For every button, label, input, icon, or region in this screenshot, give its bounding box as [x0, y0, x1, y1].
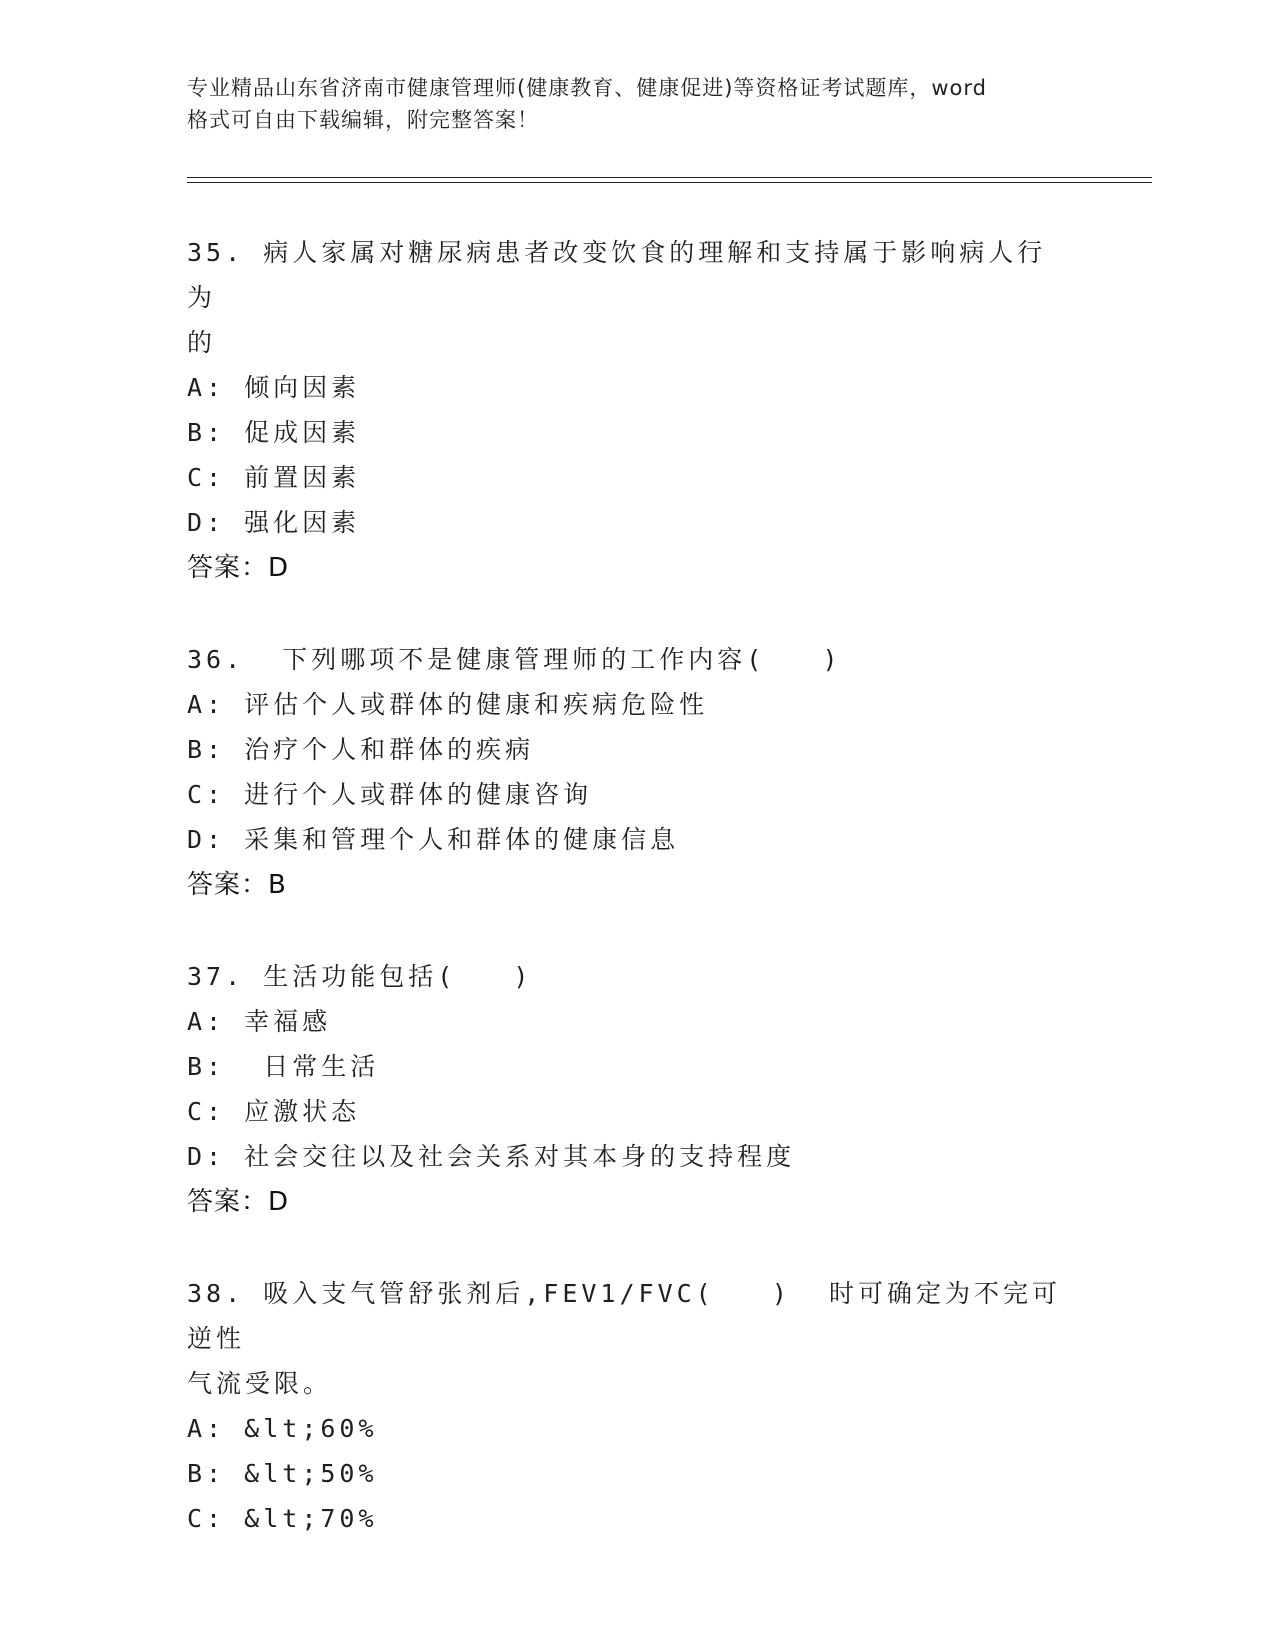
option-text: &lt;70%: [244, 1504, 378, 1533]
option-a: [187, 682, 1067, 727]
option-label: B:: [187, 418, 226, 447]
option-text: &lt;50%: [244, 1459, 378, 1488]
question-number: 37.: [187, 962, 245, 991]
option-text: &lt;60%: [244, 1414, 378, 1443]
header-line-2: 格式可自由下载编辑，附完整答案！: [187, 108, 539, 132]
option-label: B:: [187, 1459, 226, 1488]
option-label: D:: [187, 825, 226, 854]
header-line-1: 专业精品山东省济南市健康管理师(健康教育、健康促进)等资格证考试题库，word: [187, 76, 988, 100]
option-c: [187, 455, 1067, 500]
option-text: 采集和管理个人和群体的健康信息: [244, 825, 680, 854]
option-text: 幸福感: [244, 1007, 332, 1036]
question-36: [187, 637, 1067, 908]
option-text: 促成因素: [244, 418, 361, 447]
option-label: B:: [187, 1052, 226, 1081]
question-text: 生活功能包括( ): [263, 962, 533, 991]
question-text-continued: 气流受限。: [187, 1369, 333, 1398]
question-stem: [187, 230, 1067, 320]
option-c: [187, 1089, 1067, 1134]
option-b: [187, 1451, 1067, 1496]
header-rule-top: [187, 177, 1152, 178]
option-text: 治疗个人和群体的疾病: [244, 735, 535, 764]
option-label: A:: [187, 373, 226, 402]
option-a: [187, 365, 1067, 410]
option-text: 强化因素: [244, 508, 361, 537]
option-label: D:: [187, 508, 226, 537]
header-rule-bottom: [187, 182, 1152, 183]
option-text: 应激状态: [244, 1097, 361, 1126]
question-number: 36.: [187, 645, 245, 674]
question-text: 吸入支气管舒张剂后,FEV1/FVC( ) 时可确定为不完可逆性: [187, 1279, 1062, 1353]
option-label: C:: [187, 1504, 226, 1533]
question-37: [187, 954, 1067, 1225]
option-d: [187, 1134, 1067, 1179]
option-c: [187, 772, 1067, 817]
option-text: 社会交往以及社会关系对其本身的支持程度: [244, 1142, 796, 1171]
question-number: 38.: [187, 1279, 245, 1308]
option-d: [187, 817, 1067, 862]
option-label: A:: [187, 1414, 226, 1443]
question-text: 病人家属对糖尿病患者改变饮食的理解和支持属于影响病人行为: [187, 238, 1047, 312]
question-38: [187, 1271, 1067, 1541]
option-text: 进行个人或群体的健康咨询: [244, 780, 593, 809]
question-stem: [187, 954, 1067, 999]
answer: 答案：D: [187, 553, 290, 583]
option-text: 前置因素: [244, 463, 361, 492]
option-text: 倾向因素: [244, 373, 361, 402]
question-35: [187, 230, 1067, 591]
document-header: [187, 72, 1087, 136]
option-b: [187, 1044, 1067, 1089]
option-d: [187, 500, 1067, 545]
answer: 答案：B: [187, 870, 287, 900]
option-b: [187, 410, 1067, 455]
question-stem: [187, 1271, 1067, 1361]
option-label: C:: [187, 463, 226, 492]
option-a: [187, 1406, 1067, 1451]
question-text-continued: 的: [187, 328, 217, 357]
option-label: B:: [187, 735, 226, 764]
option-b: [187, 727, 1067, 772]
option-a: [187, 999, 1067, 1044]
option-label: D:: [187, 1142, 226, 1171]
option-c: [187, 1496, 1067, 1541]
question-list: [187, 230, 1067, 1587]
option-text: 日常生活: [244, 1052, 380, 1081]
option-text: 评估个人或群体的健康和疾病危险性: [244, 690, 709, 719]
question-stem: [187, 637, 1067, 682]
option-label: A:: [187, 690, 226, 719]
option-label: A:: [187, 1007, 226, 1036]
option-label: C:: [187, 780, 226, 809]
question-text: 下列哪项不是健康管理师的工作内容( ): [263, 645, 842, 674]
question-number: 35.: [187, 238, 245, 267]
option-label: C:: [187, 1097, 226, 1126]
answer: 答案：D: [187, 1187, 290, 1217]
